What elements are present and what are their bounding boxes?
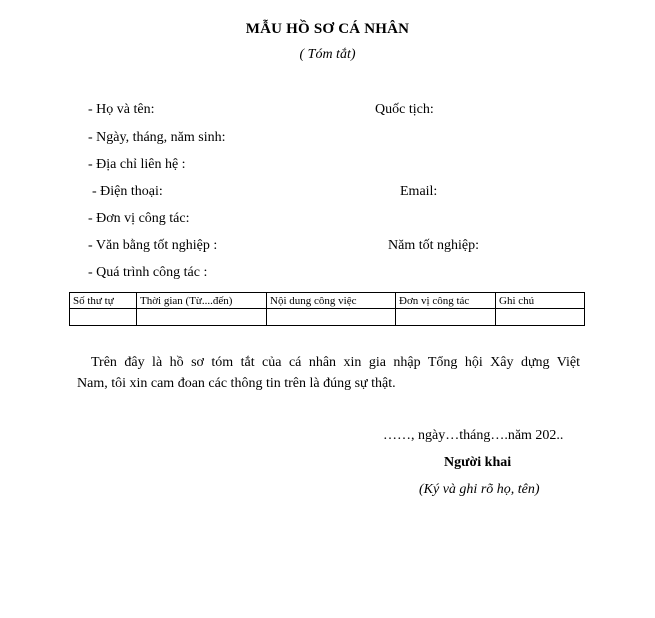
document-title: MẪU HỒ SƠ CÁ NHÂN bbox=[245, 21, 410, 37]
phone-label: - Điện thoại: bbox=[92, 184, 163, 199]
declaration-line-1: Trên đây là hồ sơ tóm tắt của cá nhân xin gia nhập Tổng hội Xây dựng Việt bbox=[91, 355, 580, 370]
table-cell bbox=[267, 309, 396, 326]
work-history-table bbox=[69, 292, 585, 326]
degree-label: - Văn bằng tốt nghiệp : bbox=[88, 238, 218, 253]
workplace-label: - Đơn vị công tác: bbox=[88, 211, 190, 226]
declaration-line-2: Nam, tôi xin cam đoan các thông tin trên là đúng sự thật. bbox=[77, 376, 396, 391]
birth-date-label: - Ngày, tháng, năm sinh: bbox=[88, 130, 226, 145]
header-order: Số thư tự bbox=[70, 293, 137, 309]
signature-note: (Ký và ghi rõ họ, tên) bbox=[419, 482, 540, 497]
work-history-label: - Quá trình công tác : bbox=[88, 265, 208, 280]
full-name-label: - Họ và tên: bbox=[88, 102, 155, 117]
declaration-paragraph bbox=[77, 352, 580, 394]
email-label: Email: bbox=[400, 184, 438, 199]
table-cell bbox=[396, 309, 496, 326]
table-row bbox=[70, 309, 585, 326]
signer-title: Người khai bbox=[444, 455, 512, 470]
header-period: Thời gian (Từ....đến) bbox=[137, 293, 267, 309]
table-header-row bbox=[70, 293, 585, 309]
table-cell bbox=[496, 309, 585, 326]
header-workplace: Đơn vị công tác bbox=[396, 293, 496, 309]
date-line: ……, ngày…tháng….năm 202.. bbox=[383, 428, 564, 443]
table-cell bbox=[137, 309, 267, 326]
document-subtitle: ( Tóm tắt) bbox=[299, 47, 356, 62]
header-notes: Ghi chú bbox=[496, 293, 585, 309]
graduation-year-label: Năm tốt nghiệp: bbox=[388, 238, 479, 253]
table-cell bbox=[70, 309, 137, 326]
address-label: - Địa chỉ liên hệ : bbox=[88, 157, 186, 172]
header-job-content: Nội dung công việc bbox=[267, 293, 396, 309]
nationality-label: Quốc tịch: bbox=[375, 102, 434, 117]
